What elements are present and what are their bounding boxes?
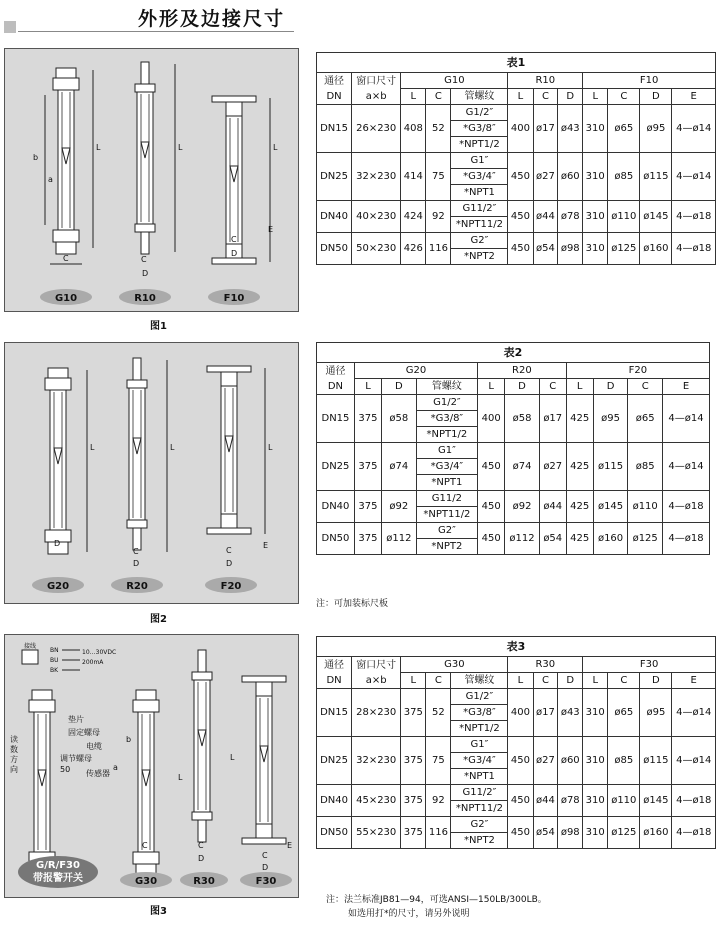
sub-header: D: [558, 673, 583, 689]
table-title: 表1: [317, 53, 716, 73]
read-dir-1: 读: [10, 735, 18, 744]
r10-drawing: [135, 62, 155, 254]
sub-header: C: [426, 89, 451, 105]
part-gasket: 垫片: [68, 715, 84, 724]
dim-l: L: [178, 773, 183, 782]
header-dn: 通径 DN: [317, 363, 355, 395]
group-header: R20: [478, 363, 567, 379]
wiring-title: 接线: [24, 643, 37, 650]
dim-c: C: [142, 841, 148, 850]
wire-bu: BU: [50, 657, 59, 664]
wire-bk: BK: [50, 667, 59, 674]
sub-header: L: [508, 673, 533, 689]
sub-header: D: [505, 379, 540, 395]
group-header: F10: [583, 73, 716, 89]
g20-label: G20: [46, 581, 70, 592]
table-row: DN50 50×230 426 116 G2″ 450 ø54 ø98 310 ø125 ø160 4—ø18: [317, 233, 716, 249]
f30-drawing: [242, 676, 286, 844]
dim-l: L: [170, 443, 175, 452]
group-header: R10: [508, 73, 583, 89]
alarm-pill-line1: G/R/F30: [36, 860, 80, 871]
dim-l: L: [178, 143, 183, 152]
dim-b: b: [126, 735, 132, 744]
header-dn: 通径 DN: [317, 657, 352, 689]
f30-label: F30: [255, 876, 277, 887]
group-header: R30: [508, 657, 583, 673]
dim-e: E: [268, 225, 274, 234]
sub-header: 管螺纹: [451, 673, 508, 689]
figure-1-caption: 图1: [150, 321, 167, 332]
table-3-note-2: 如选用打*的尺寸，请另外说明: [348, 909, 470, 919]
table-row: DN25 32×230 375 75 G1″ 450 ø27 ø60 310 ø85 ø115 4—ø14: [317, 737, 716, 753]
dim-a: a: [48, 175, 53, 184]
sub-header: E: [672, 89, 716, 105]
sub-header: C: [533, 89, 558, 105]
sub-header: E: [672, 673, 716, 689]
table-row: DN25 375 ø74 G1″ 450 ø74 ø27 425 ø115 ø85 4—ø14: [317, 443, 710, 459]
sub-header: 管螺纹: [451, 89, 508, 105]
table-title: 表2: [317, 343, 710, 363]
wiring-current: 200mA: [82, 659, 104, 666]
figure-3-caption: 图3: [150, 906, 167, 917]
dim-c: C: [198, 841, 204, 850]
r20-label: R20: [126, 581, 148, 592]
g20-drawing: [45, 368, 71, 554]
f20-label: F20: [220, 581, 242, 592]
dim-b: b: [33, 153, 39, 162]
group-header: F20: [566, 363, 709, 379]
table-row: DN15 375 ø58 G1/2″ 400 ø58 ø17 425 ø95 ø65 4—ø14: [317, 395, 710, 411]
table-3-note-1: 注：法兰标准JB81—94，可选ANSI—150LB/300LB。: [326, 895, 547, 905]
dim-50: 50: [60, 765, 71, 774]
dim-l: L: [90, 443, 95, 452]
sub-header: L: [566, 379, 593, 395]
wire-bn: BN: [50, 647, 59, 654]
wiring-voltage: 10…30VDC: [82, 649, 117, 656]
header-window: 窗口尺寸 a×b: [352, 73, 401, 105]
group-header: F30: [583, 657, 716, 673]
r30-label: R30: [193, 876, 215, 887]
table-row: DN40 45×230 375 92 G11/2″ 450 ø44 ø78 310 ø110 ø145 4—ø18: [317, 785, 716, 801]
header-window: 窗口尺寸 a×b: [352, 657, 401, 689]
sub-header: C: [608, 89, 640, 105]
dim-l: L: [96, 143, 101, 152]
sub-header: D: [640, 89, 672, 105]
sub-header: C: [539, 379, 566, 395]
dim-c: C: [226, 546, 232, 555]
dim-e: E: [263, 541, 269, 550]
table-2: 表2 通径 DN G20 R20 F20 L D 管螺纹 L D C L D C E DN15 375 ø58 G1/2″ 400 ø58 ø17 425 ø95 ø65 4—ø14 *G3/8″ *NPT1/2 DN25 375 ø74 G1″ 450 ø74 ø27 425 ø115 ø85 4—ø14 *G3/4″ *NPT1 DN40 375 ø92 G11/2 450 ø92 ø44 425 ø145 ø110 4—ø18 *NPT11/2 DN50 375 ø112 G2″ 450 ø112 ø54 425 ø160 ø125 4—ø18 *NPT2: [316, 342, 710, 555]
group-header: G20: [354, 363, 477, 379]
page-title: 外形及边接尺寸: [138, 8, 286, 30]
sub-header: L: [354, 379, 381, 395]
figure-2-caption: 图2: [150, 614, 167, 625]
alarm-pill-line2: 带报警开关: [33, 873, 83, 884]
table-1: 表1 通径 DN 窗口尺寸 a×b G10 R10 F10 L C 管螺纹 L C D L C D E DN15 26×230 408 52 G1/2″ 400 ø17 ø43 310 ø65 ø95 4—ø14 *G3/8″ *NPT1/2 DN25 32×230 414 75 G1″ 450 ø27 ø60 310 ø85 ø115 4—ø14 *G3/4″ *NPT1 DN40 40×230 424 92 G11/2″ 450 ø44 ø78 310 ø110 ø145 4—ø18 *NPT11/2 DN50 50×230 426 116 G2″ 450 ø54 ø98 310 ø125 ø160 4—ø18 *NPT2: [316, 52, 716, 265]
part-adjust-nut: 调节螺母: [60, 754, 92, 763]
dim-c: C: [141, 255, 147, 264]
table-2-note: 注：可加装标尺板: [316, 599, 389, 609]
part-fixing-nut: 固定螺母: [68, 728, 100, 737]
read-dir-2: 数: [10, 745, 18, 754]
table-row: DN40 40×230 424 92 G11/2″ 450 ø44 ø78 310 ø110 ø145 4—ø18: [317, 201, 716, 217]
sub-header: C: [628, 379, 663, 395]
table-row: DN50 375 ø112 G2″ 450 ø112 ø54 425 ø160 ø125 4—ø18: [317, 523, 710, 539]
sub-header: L: [583, 673, 608, 689]
dim-c: C: [231, 235, 237, 244]
dim-d: D: [133, 559, 140, 568]
group-header: G10: [401, 73, 508, 89]
sub-header: D: [640, 673, 672, 689]
dim-c: C: [262, 851, 268, 860]
sub-header: L: [478, 379, 505, 395]
dim-d: D: [262, 863, 269, 872]
dim-l: L: [273, 143, 278, 152]
group-header: G30: [401, 657, 508, 673]
sub-header: D: [593, 379, 628, 395]
wiring-box: [22, 650, 38, 664]
table-row: DN15 28×230 375 52 G1/2″ 400 ø17 ø43 310 ø65 ø95 4—ø14: [317, 689, 716, 705]
alarm-meter-drawing: [29, 690, 55, 876]
dim-d: D: [198, 854, 205, 863]
table-row: DN40 375 ø92 G11/2 450 ø92 ø44 425 ø145 ø110 4—ø18: [317, 491, 710, 507]
sub-header: E: [663, 379, 710, 395]
g30-label: G30: [134, 876, 158, 887]
table-row: DN15 26×230 408 52 G1/2″ 400 ø17 ø43 310 ø65 ø95 4—ø14: [317, 105, 716, 121]
g10-drawing: [53, 68, 79, 254]
dim-l: L: [230, 753, 235, 762]
sub-header: D: [558, 89, 583, 105]
sub-header: C: [426, 673, 451, 689]
sub-header: L: [401, 89, 426, 105]
read-dir-4: 向: [10, 765, 18, 774]
g10-label: G10: [54, 293, 78, 304]
f10-label: F10: [223, 293, 245, 304]
dim-d: D: [231, 249, 238, 258]
sub-header: 管螺纹: [416, 379, 477, 395]
sub-header: L: [583, 89, 608, 105]
f20-drawing: [207, 366, 251, 534]
dim-l: L: [268, 443, 273, 452]
table-3: 表3 通径 DN 窗口尺寸 a×b G30 R30 F30 L C 管螺纹 L C D L C D E DN15 28×230 375 52 G1/2″ 400 ø17 ø43 310 ø65 ø95 4—ø14 *G3/8″ *NPT1/2 DN25 32×230 375 75 G1″ 450 ø27 ø60 310 ø85 ø115 4—ø14 *G3/4″ *NPT1 DN40 45×230 375 92 G11/2″ 450 ø44 ø78 310 ø110 ø145 4—ø18 *NPT11/2 DN50 55×230 375 116 G2″ 450 ø54 ø98 310 ø125 ø160 4—ø18 *NPT2: [316, 636, 716, 849]
r20-drawing: [127, 358, 147, 550]
part-sensor: 传感器: [86, 769, 110, 778]
dim-d: D: [142, 269, 149, 278]
read-dir-3: 方: [10, 755, 18, 764]
header-dn: 通径 DN: [317, 73, 352, 105]
dim-a: a: [113, 763, 118, 772]
r10-label: R10: [134, 293, 156, 304]
dim-d: D: [54, 539, 61, 548]
dim-e: E: [287, 841, 293, 850]
sub-header: C: [533, 673, 558, 689]
table-title: 表3: [317, 637, 716, 657]
table-row: DN25 32×230 414 75 G1″ 450 ø27 ø60 310 ø85 ø115 4—ø14: [317, 153, 716, 169]
r30-drawing: [192, 650, 212, 842]
sub-header: L: [401, 673, 426, 689]
sub-header: D: [382, 379, 417, 395]
dim-c: C: [133, 547, 139, 556]
part-cable: 电缆: [86, 742, 102, 751]
table-row: DN50 55×230 375 116 G2″ 450 ø54 ø98 310 ø125 ø160 4—ø18: [317, 817, 716, 833]
sub-header: L: [508, 89, 533, 105]
dim-d: D: [226, 559, 233, 568]
flowmeter-drawings: [0, 0, 300, 935]
dim-c: C: [63, 254, 69, 263]
sub-header: C: [608, 673, 640, 689]
